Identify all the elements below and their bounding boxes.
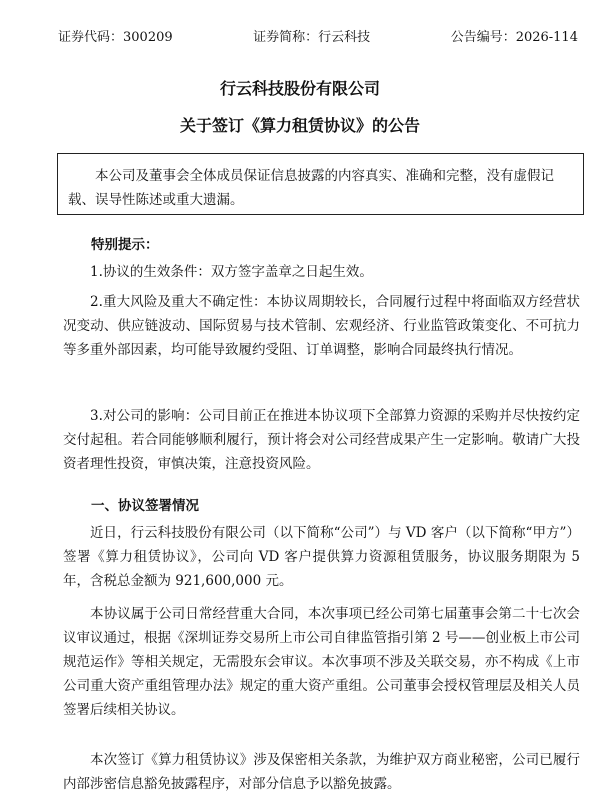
company-name: 行云科技股份有限公司	[219, 79, 380, 98]
special-notice-item-1: 1.协议的生效条件：双方签字盖章之日起生效。	[90, 264, 373, 280]
section-paragraph-3: 本次签订《算力租赁协议》涉及保密相关条款，为维护双方商业秘密，公司已履行内部涉密信息豁免披露程序，对部分信息予以豁免披露。	[63, 752, 580, 792]
notice-number: 公告编号：2026-114	[450, 30, 578, 45]
special-notice-item-2: 2.重大风险及重大不确定性：本协议周期较长，合同履行过程中将面临双方经营状况变动、供应链波动、国际贸易与技术管制、宏观经济、行业监管政策变化、不可抗力等多重外部因素，均可能导致履约受阻、订单调整，影响合同最终执行情况。	[63, 294, 580, 358]
section-paragraph-2: 本协议属于公司日常经营重大合同，本次事项已经公司第七届董事会第二十七次会议审议通过，根据《深圳证券交易所上市公司自律监管指引第 2 号——创业板上市公司规范运作》等相关规定，无需股东会审议。本次事项不涉及关联交易，亦不构成《上市公司重大资产重组管理办法》规定的重大资产重组。公司董事会授权管理层及相关人员签署后续相关协议。	[63, 606, 580, 718]
special-notice-item-3: 3.对公司的影响：公司目前正在推进本协议项下全部算力资源的采购并尽快按约定交付起租。若合同能够顺利履行，预计将会对公司经营成果产生一定影响。敬请广大投资者理性投资，审慎决策，注意投资风险。	[63, 408, 580, 472]
document-title: 关于签订《算力租赁协议》的公告	[179, 116, 420, 135]
special-notice-heading: 特别提示：	[91, 237, 159, 253]
section-heading: 一、协议签署情况	[91, 498, 199, 514]
section-paragraph-1: 近日，行云科技股份有限公司（以下简称“公司”）与 VD 客户（以下简称“甲方”）签署《算力租赁协议》，公司向 VD 客户提供算力资源租赁服务，协议服务期限为 5 年，含税总金额为 921,600,000 元。	[63, 525, 580, 589]
stock-abbreviation: 证券简称：行云科技	[253, 30, 371, 45]
document-header	[58, 26, 578, 45]
disclosure-statement-box: 本公司及董事会全体成员保证信息披露的内容真实、准确和完整，没有虚假记载、误导性陈述或重大遗漏。	[57, 153, 584, 215]
stock-code: 证券代码：300209	[58, 30, 173, 45]
